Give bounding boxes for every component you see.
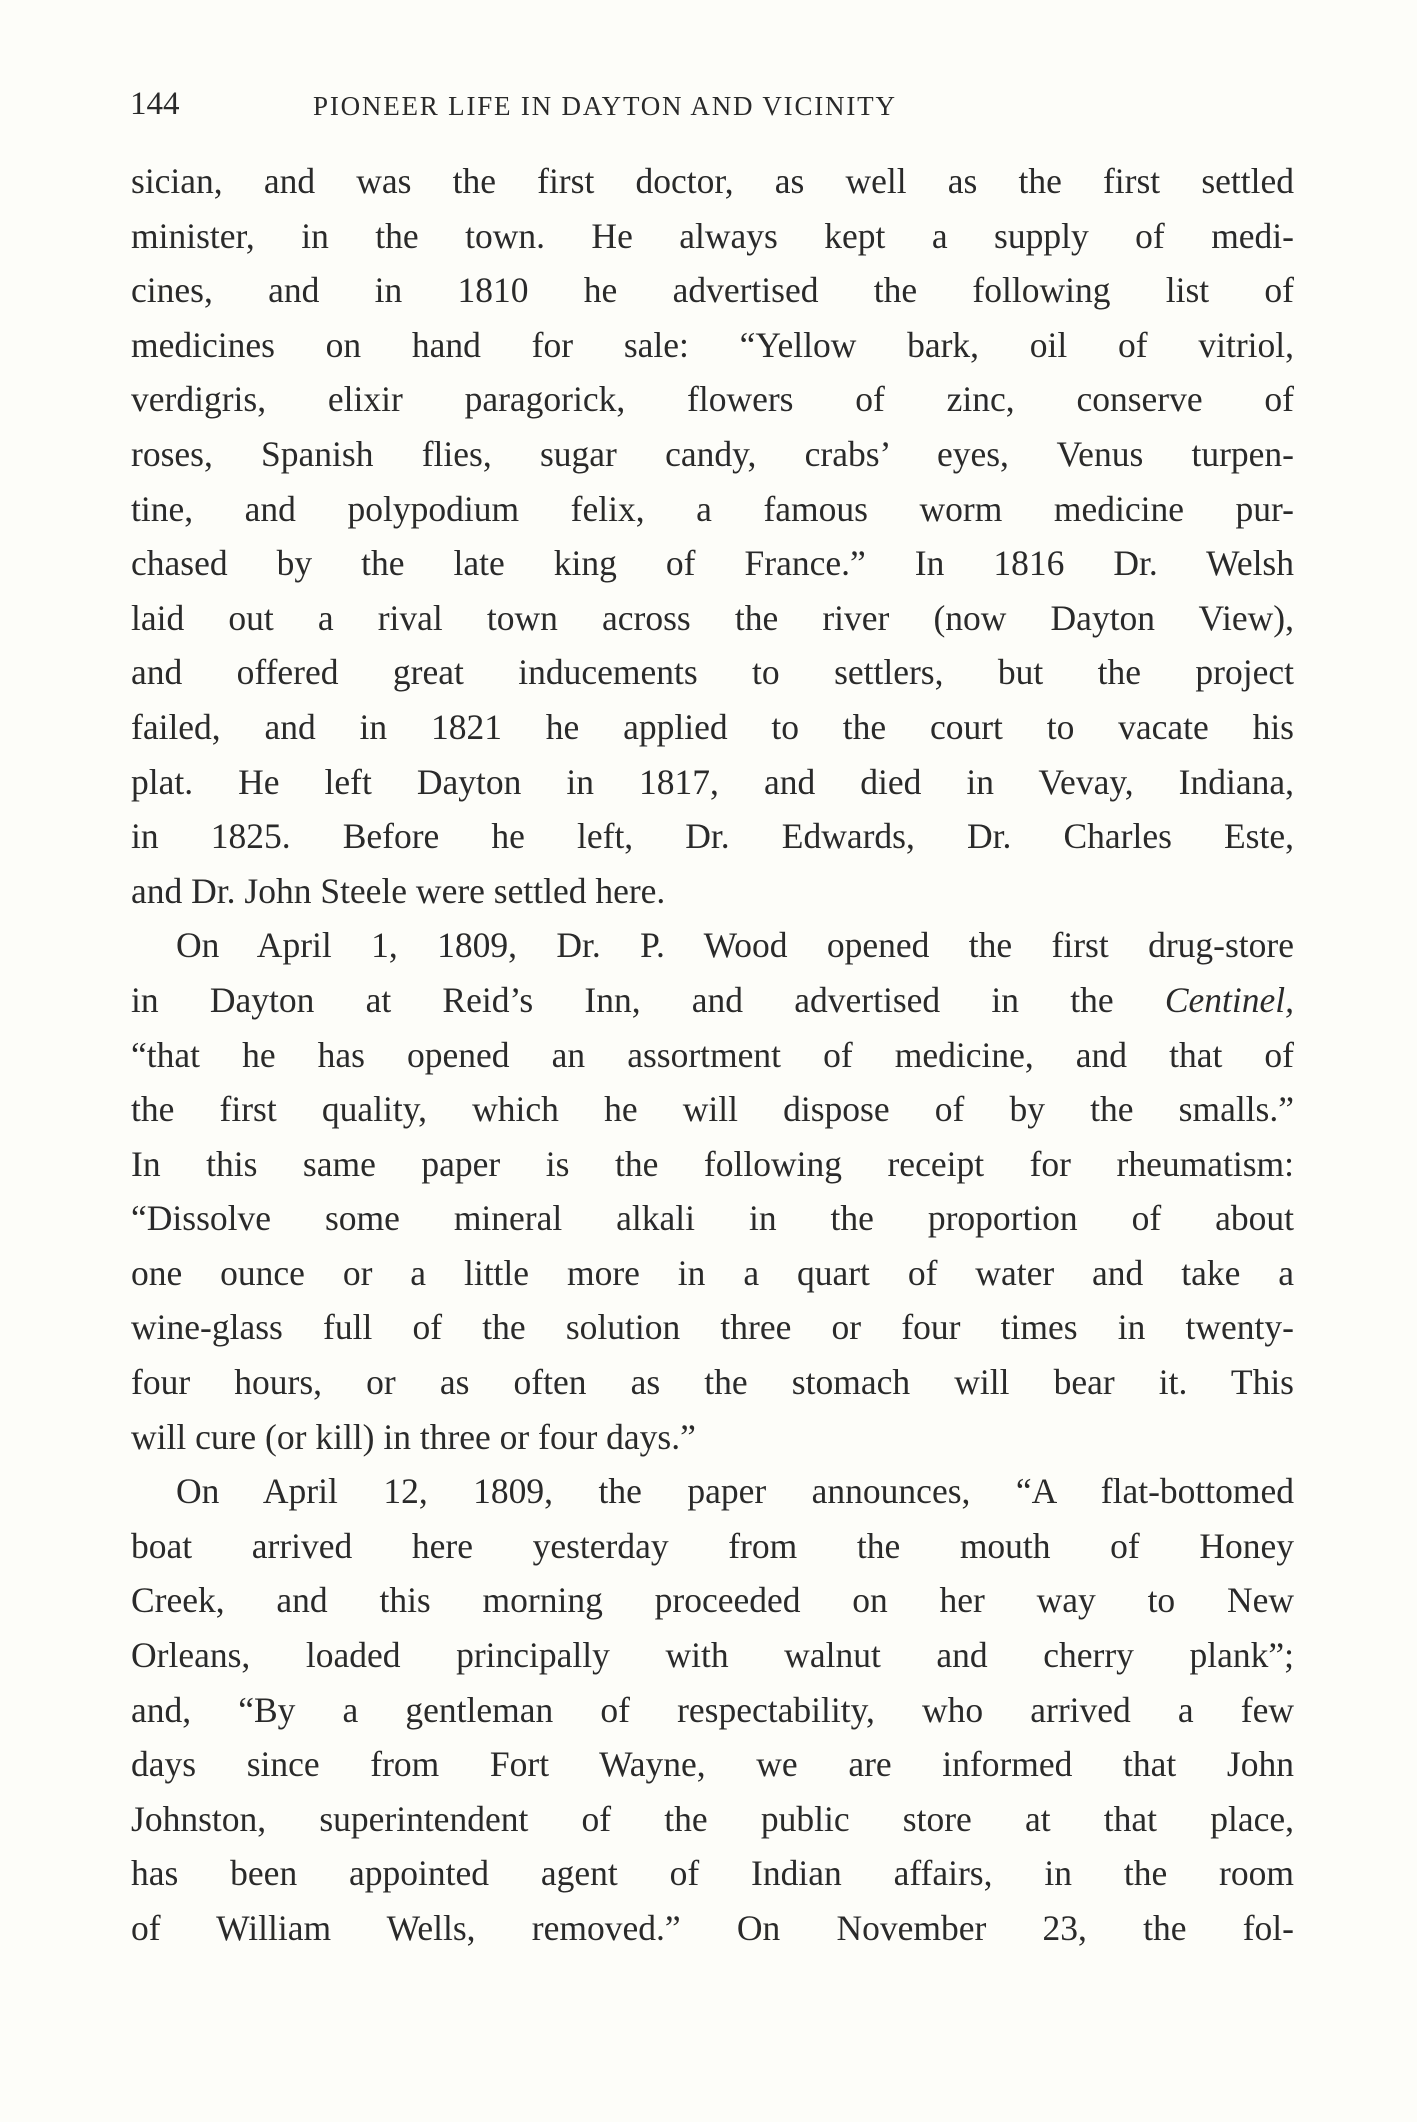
- text-line: verdigris, elixir paragorick, flowers of zinc, conserve of: [131, 379, 1294, 420]
- text-line: the first quality, which he will dispose of by the smalls.”: [131, 1089, 1294, 1130]
- text-line: days since from Fort Wayne, we are informed that John: [131, 1744, 1294, 1785]
- text-line: boat arrived here yesterday from the mouth of Honey: [131, 1525, 1294, 1566]
- text-line: in 1825. Before he left, Dr. Edwards, Dr. Charles Este,: [131, 816, 1294, 857]
- text-line: tine, and polypodium felix, a famous worm medicine pur-: [131, 488, 1294, 529]
- page-number: 144: [130, 86, 180, 122]
- text-line: four hours, or as often as the stomach will bear it. This: [131, 1362, 1294, 1403]
- text-line: medicines on hand for sale: “Yellow bark, oil of vitriol,: [131, 324, 1294, 365]
- text-line: Johnston, superintendent of the public store at that place,: [131, 1798, 1294, 1839]
- text-segment: in Dayton at Reid’s Inn, and advertised in the: [131, 979, 1114, 1020]
- newspaper-title: Centinel,: [1164, 979, 1294, 1020]
- text-line: of William Wells, removed.” On November 23, the fol-: [131, 1908, 1294, 1948]
- text-line: Creek, and this morning proceeded on her way to New: [131, 1580, 1294, 1621]
- running-title: PIONEER LIFE IN DAYTON AND VICINITY: [313, 91, 897, 121]
- text-line: On April 12, 1809, the paper announces, “A flat-bottomed: [176, 1471, 1294, 1512]
- text-line: cines, and in 1810 he advertised the following list of: [131, 270, 1294, 311]
- text-line: minister, in the town. He always kept a supply of medi-: [131, 215, 1294, 256]
- text-line: roses, Spanish flies, sugar candy, crabs’ eyes, Venus turpen-: [131, 433, 1294, 474]
- text-line: On April 1, 1809, Dr. P. Wood opened the first drug-store: [176, 925, 1294, 966]
- text-line: has been appointed agent of Indian affairs, in the room: [131, 1853, 1294, 1894]
- text-line: In this same paper is the following receipt for rheumatism:: [131, 1143, 1294, 1184]
- text-line: plat. He left Dayton in 1817, and died in Vevay, Indiana,: [131, 761, 1294, 802]
- text-line: wine-glass full of the solution three or four times in twenty-: [131, 1307, 1294, 1348]
- text-line: and Dr. John Steele were settled here.: [131, 870, 666, 911]
- body-text: [131, 154, 1294, 1956]
- text-line: failed, and in 1821 he applied to the court to vacate his: [131, 706, 1294, 747]
- text-line: Orleans, loaded principally with walnut and cherry plank”;: [131, 1635, 1294, 1676]
- text-line: sician, and was the first doctor, as well as the first settled: [131, 161, 1294, 201]
- text-line: one ounce or a little more in a quart of water and take a: [131, 1252, 1294, 1293]
- running-head: [130, 86, 1290, 126]
- text-line-with-italic: [131, 973, 1294, 1028]
- text-line: “that he has opened an assortment of medicine, and that of: [131, 1034, 1294, 1075]
- text-line: laid out a rival town across the river (now Dayton View),: [131, 597, 1294, 638]
- text-line: will cure (or kill) in three or four days.”: [131, 1416, 696, 1457]
- text-line: and, “By a gentleman of respectability, who arrived a few: [131, 1689, 1294, 1730]
- text-line: and offered great inducements to settlers, but the project: [131, 652, 1294, 693]
- text-line: chased by the late king of France.” In 1816 Dr. Welsh: [131, 543, 1294, 584]
- text-line: “Dissolve some mineral alkali in the proportion of about: [131, 1198, 1294, 1239]
